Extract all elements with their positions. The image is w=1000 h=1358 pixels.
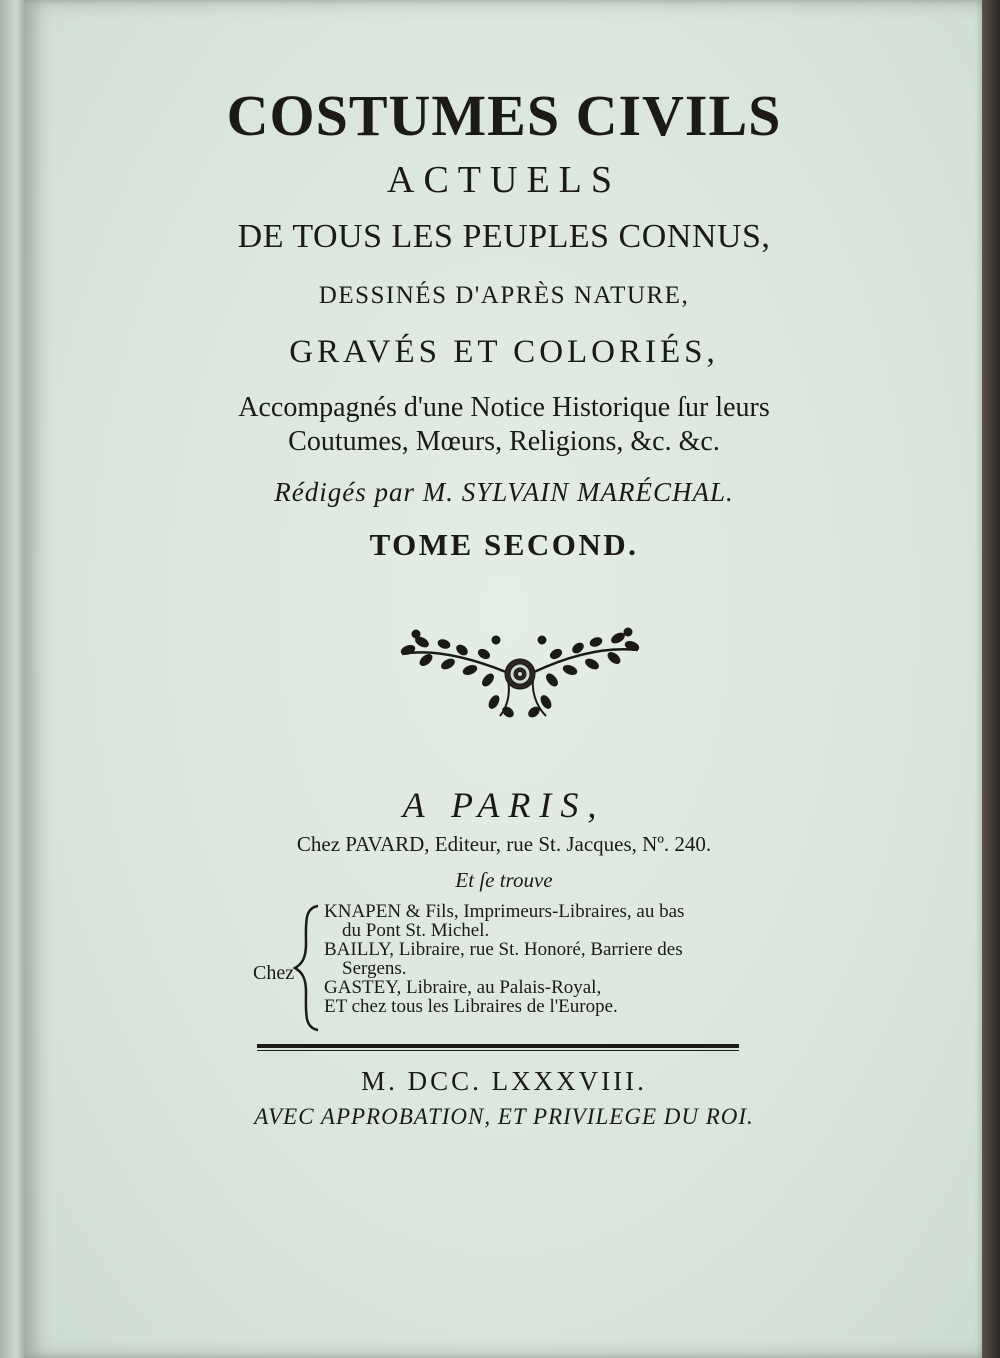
subtitle-peuples: DE TOUS LES PEUPLES CONNUS, [237, 218, 771, 255]
seller-all-europe: ET chez tous les Libraires de l'Europe. [324, 996, 618, 1017]
sellers-list [324, 902, 684, 1016]
publisher-line: Chez PAVARD, Editeur, rue St. Jacques, Nº. 240. [296, 832, 712, 856]
seller-gastey: GASTEY, Libraire, au Palais-Royal, [324, 977, 602, 998]
author-line: Rédigés par M. SYLVAIN MARÉCHAL. [274, 477, 734, 507]
seller-knapen-address: du Pont St. Michel. [342, 920, 490, 941]
book-title: COSTUMES CIVILS [226, 83, 782, 148]
description-line-2: Coutumes, Mœurs, Religions, &c. &c. [288, 426, 720, 457]
imprint-city: A PARIS, [402, 785, 606, 825]
double-rule-divider [257, 1044, 739, 1053]
curly-brace-icon [292, 904, 322, 1032]
approbation-line: AVEC APPROBATION, ET PRIVILEGE DU ROI. [254, 1104, 754, 1129]
publication-date: M. DCC. LXXXVIII. [361, 1066, 647, 1096]
volume-label: TOME SECOND. [369, 527, 639, 562]
subtitle-actuels: ACTUELS [387, 159, 621, 201]
also-found-line: Et ſe trouve [455, 868, 553, 892]
seller-bailly: BAILLY, Libraire, rue St. Honoré, Barriere des [324, 939, 683, 960]
seller-knapen: KNAPEN & Fils, Imprimeurs-Libraires, au bas [324, 901, 685, 922]
subtitle-graves: GRAVÉS ET COLORIÉS, [289, 334, 719, 370]
seller-bailly-address: Sergens. [342, 958, 407, 979]
title-page [24, 0, 984, 1358]
floral-vignette-icon [396, 620, 644, 724]
description-line-1: Accompagnés d'une Notice Historique ſur leurs [238, 392, 770, 423]
chez-label: Chez [253, 962, 295, 984]
subtitle-dessines: DESSINÉS D'APRÈS NATURE, [318, 282, 690, 309]
binding-edge [982, 0, 1000, 1358]
